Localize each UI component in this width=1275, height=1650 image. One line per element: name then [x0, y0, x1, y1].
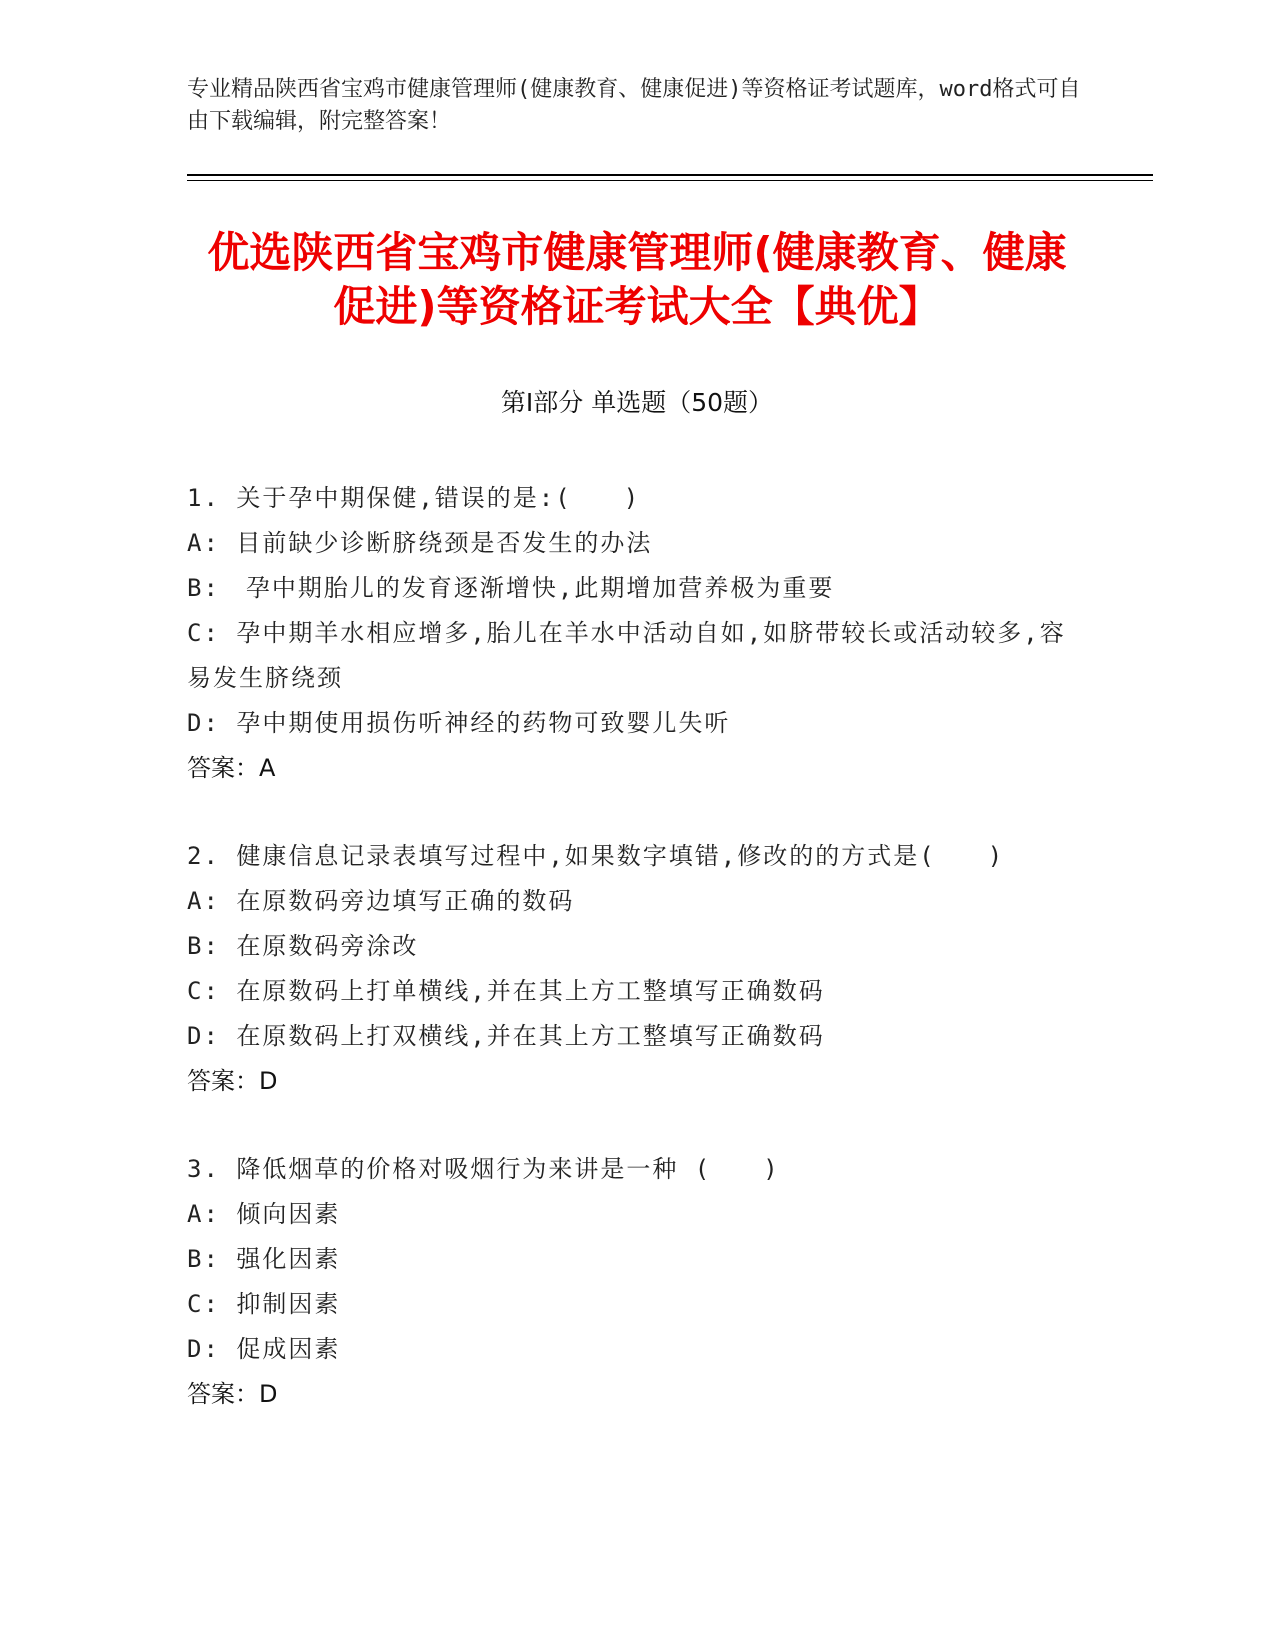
option-a: A: 倾向因素 [187, 1200, 341, 1228]
option-b: B: 孕中期胎儿的发育逐渐增快,此期增加营养极为重要 [187, 574, 835, 602]
option-b: B: 强化因素 [187, 1245, 341, 1273]
question-stem: 3. 降低烟草的价格对吸烟行为来讲是一种 ( ) [187, 1155, 780, 1183]
document-title: 优选陕西省宝鸡市健康管理师(健康教育、健康促进)等资格证考试大全【典优】 [207, 228, 1067, 331]
option-c: C: 抑制因素 [187, 1290, 341, 1318]
answer: 答案：D [187, 1380, 278, 1408]
option-d: D: 孕中期使用损伤听神经的药物可致婴儿失听 [187, 709, 731, 737]
option-b: B: 在原数码旁涂改 [187, 932, 419, 960]
option-c: C: 在原数码上打单横线,并在其上方工整填写正确数码 [187, 977, 825, 1005]
question-3 [187, 1147, 1087, 1417]
question-stem: 1. 关于孕中期保健,错误的是:( ) [187, 484, 641, 512]
question-2 [187, 834, 1087, 1104]
option-a: A: 目前缺少诊断脐绕颈是否发生的办法 [187, 529, 653, 557]
header-rule-thin [187, 180, 1153, 181]
answer: 答案：D [187, 1067, 278, 1095]
question-stem: 2. 健康信息记录表填写过程中,如果数字填错,修改的的方式是( ) [187, 842, 1005, 870]
option-d: D: 在原数码上打双横线,并在其上方工整填写正确数码 [187, 1022, 825, 1050]
question-1 [187, 476, 1087, 791]
header-note: 专业精品陕西省宝鸡市健康管理师(健康教育、健康促进)等资格证考试题库，word格式可自由下载编辑，附完整答案！ [187, 77, 1081, 134]
header-rule-thick [187, 174, 1153, 176]
answer: 答案：A [187, 754, 276, 782]
question-list [187, 476, 1087, 1460]
option-d: D: 促成因素 [187, 1335, 341, 1363]
option-a: A: 在原数码旁边填写正确的数码 [187, 887, 575, 915]
section-heading: 第Ⅰ部分 单选题（50题） [500, 388, 774, 417]
option-c: C: 孕中期羊水相应增多,胎儿在羊水中活动自如,如脐带较长或活动较多,容易发生脐绕颈 [187, 619, 1066, 692]
